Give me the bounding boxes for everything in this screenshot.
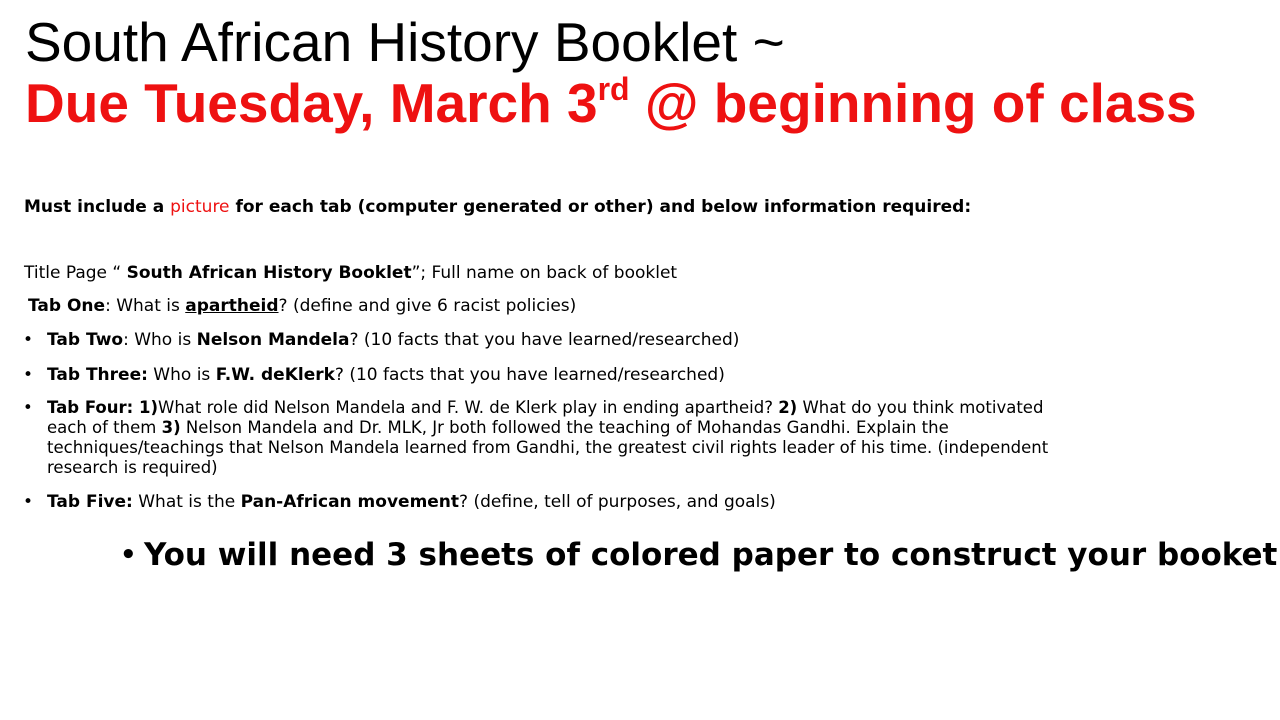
bullet-icon: • bbox=[120, 540, 137, 570]
tab-one-requirement bbox=[28, 295, 1238, 317]
tab-two-keyword: Nelson Mandela bbox=[196, 330, 350, 350]
tab-three-requirement bbox=[23, 365, 1247, 385]
tab-four-row-3: techniques/teachings that Nelson Mandela learned from Gandhi, the greatest civil rights leader of his time. (independent bbox=[47, 438, 1049, 457]
tab-five-label: Tab Five: bbox=[47, 492, 133, 512]
tab-five-detail: ? (define, tell of purposes, and goals) bbox=[459, 492, 776, 512]
due-date-text: Due Tuesday, March 3 bbox=[25, 72, 598, 134]
tab-four-row-4: research is required) bbox=[47, 458, 218, 477]
picture-keyword: picture bbox=[170, 197, 230, 217]
tab-four-question-3: Nelson Mandela and Dr. MLK, Jr both followed the teaching of Mohandas Gandhi. Explain the bbox=[180, 418, 949, 437]
tab-five-requirement bbox=[23, 492, 1247, 512]
due-date-rest: @ beginning of class bbox=[629, 72, 1197, 134]
tab-one-text: : What is bbox=[105, 296, 186, 316]
tab-five-text: What is the bbox=[132, 492, 241, 512]
tab-three-label: Tab Three: bbox=[47, 365, 148, 385]
bullet-icon: • bbox=[23, 330, 34, 350]
tab-two-text: : Who is bbox=[123, 330, 197, 350]
tab-four-question-2: What do you think motivated bbox=[797, 398, 1044, 417]
intro-text-end: for each tab (computer generated or other) and below information required: bbox=[229, 197, 972, 217]
materials-reminder bbox=[120, 534, 1278, 576]
tab-four-requirement bbox=[23, 398, 1247, 478]
bullet-icon: • bbox=[23, 492, 34, 512]
tab-four-label: Tab Four: 1) bbox=[47, 398, 159, 417]
tab-three-text: Who is bbox=[147, 365, 216, 385]
tab-four-question-2-cont: each of them bbox=[47, 418, 162, 437]
tab-four-row-2 bbox=[47, 418, 1247, 438]
bullet-icon: • bbox=[23, 398, 33, 417]
slide-title bbox=[25, 12, 1255, 134]
tab-one-keyword: apartheid bbox=[185, 296, 279, 316]
due-date-ordinal: rd bbox=[597, 71, 630, 107]
title-page-prefix: Title Page “ bbox=[24, 263, 127, 283]
tab-three-keyword: F.W. deKlerk bbox=[215, 365, 335, 385]
title-page-requirement bbox=[24, 262, 1234, 284]
tab-four-row-1 bbox=[47, 398, 1247, 418]
due-date bbox=[25, 72, 1197, 134]
intro-text-start: Must include a bbox=[24, 197, 171, 217]
booklet-name: South African History Booklet bbox=[126, 263, 412, 283]
tab-four-number-3: 3) bbox=[161, 418, 181, 437]
tab-one-detail: ? (define and give 6 racist policies) bbox=[278, 296, 577, 316]
tab-five-keyword: Pan-African movement bbox=[240, 492, 460, 512]
requirements-intro bbox=[24, 196, 1254, 218]
tab-two-label: Tab Two bbox=[47, 330, 124, 350]
tab-four-number-2: 2) bbox=[778, 398, 798, 417]
bullet-icon: • bbox=[23, 365, 34, 385]
materials-reminder-text: You will need 3 sheets of colored paper to construct your booket bbox=[144, 537, 1278, 573]
tab-one-label: Tab One bbox=[28, 296, 106, 316]
tab-two-detail: ? (10 facts that you have learned/researched) bbox=[349, 330, 740, 350]
tab-three-detail: ? (10 facts that you have learned/researched) bbox=[334, 365, 725, 385]
title-line-1: South African History Booklet ~ bbox=[25, 11, 785, 73]
tab-two-requirement bbox=[23, 330, 1247, 350]
title-page-suffix: ”; Full name on back of booklet bbox=[411, 263, 678, 283]
tab-four-question-1: What role did Nelson Mandela and F. W. de Klerk play in ending apartheid? bbox=[158, 398, 779, 417]
